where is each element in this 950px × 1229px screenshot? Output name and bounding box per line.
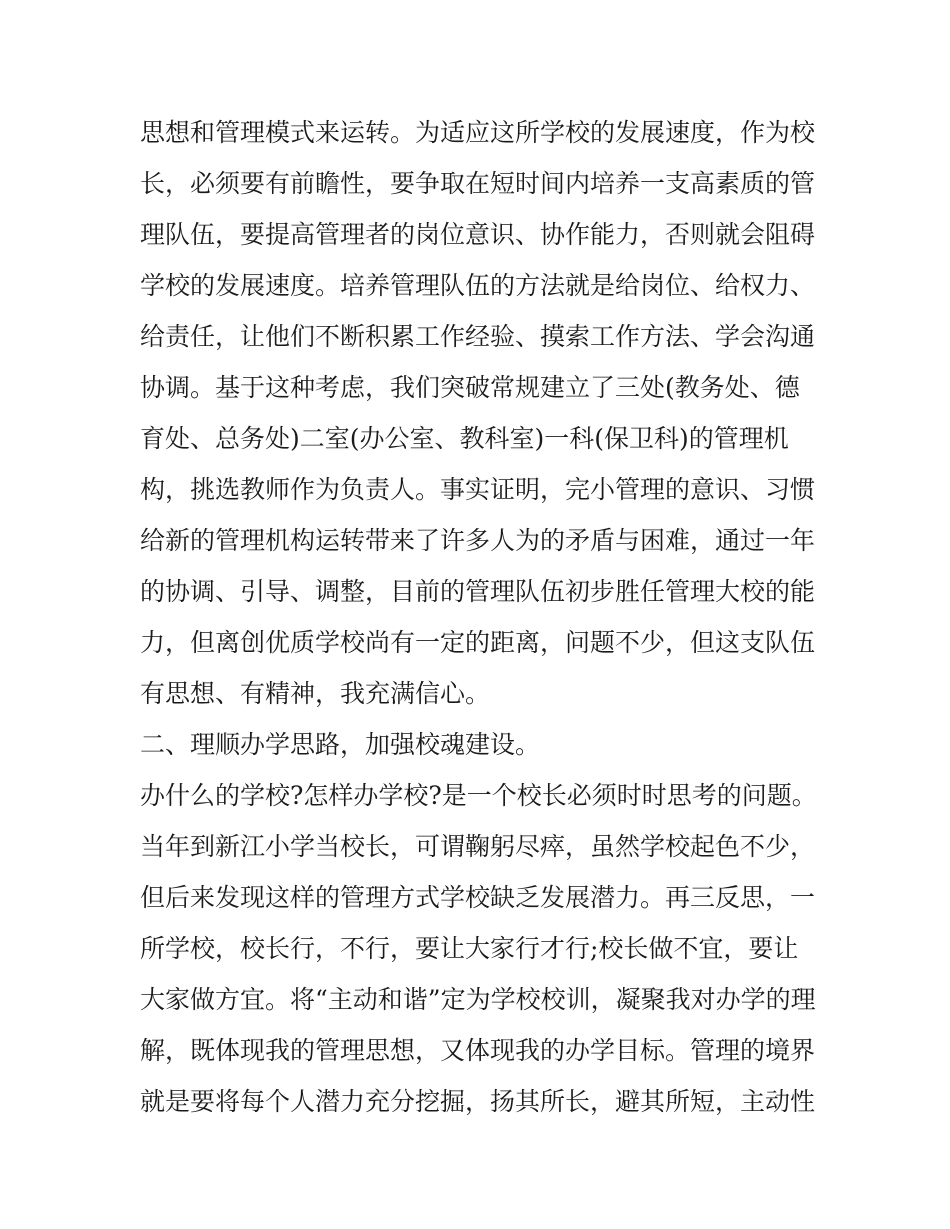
text-line: 育处、总务处)二室(办公室、教科室)一科(保卫科)的管理机 <box>140 424 789 453</box>
text-line: 当年到新江小学当校长，可谓鞠躬尽瘁，虽然学校起色不少， <box>140 832 816 861</box>
text-line: 解，既体现我的管理思想，又体现我的办学目标。管理的境界 <box>140 1036 816 1065</box>
text-line: 学校的发展速度。培养管理队伍的方法就是给岗位、给权力、 <box>140 271 816 300</box>
text-line: 协调。基于这种考虑，我们突破常规建立了三处(教务处、德 <box>140 373 800 402</box>
text-line: 但后来发现这样的管理方式学校缺乏发展潜力。再三反思，一 <box>140 883 816 912</box>
text-line: 给新的管理机构运转带来了许多人为的矛盾与困难，通过一年 <box>140 526 816 555</box>
text-line: 就是要将每个人潜力充分挖掘，扬其所长，避其所短，主动性 <box>140 1087 816 1116</box>
text-line: 办什么的学校?怎样办学校?是一个校长必须时时思考的问题。 <box>140 781 817 810</box>
text-line: 构，挑选教师作为负责人。事实证明，完小管理的意识、习惯 <box>140 475 816 504</box>
text-line: 所学校，校长行，不行，要让大家行才行;校长做不宜，要让 <box>140 934 799 963</box>
text-line: 思想和管理模式来运转。为适应这所学校的发展速度，作为校 <box>140 118 816 147</box>
text-line: 理队伍，要提高管理者的岗位意识、协作能力，否则就会阻碍 <box>140 220 816 249</box>
text-line: 长，必须要有前瞻性，要争取在短时间内培养一支高素质的管 <box>140 169 816 198</box>
section-heading: 二、理顺办学思路，加强校魂建设。 <box>140 730 541 759</box>
text-line: 的协调、引导、调整，目前的管理队伍初步胜任管理大校的能 <box>140 577 816 606</box>
text-line: 力，但离创优质学校尚有一定的距离，问题不少，但这支队伍 <box>140 628 816 657</box>
text-line: 有思想、有精神，我充满信心。 <box>140 679 491 708</box>
text-line: 给责任，让他们不断积累工作经验、摸索工作方法、学会沟通 <box>140 322 816 351</box>
text-line: 大家做方宜。将“主动和谐”定为学校校训，凝聚我对办学的理 <box>140 985 816 1014</box>
body-text <box>140 107 820 1127</box>
